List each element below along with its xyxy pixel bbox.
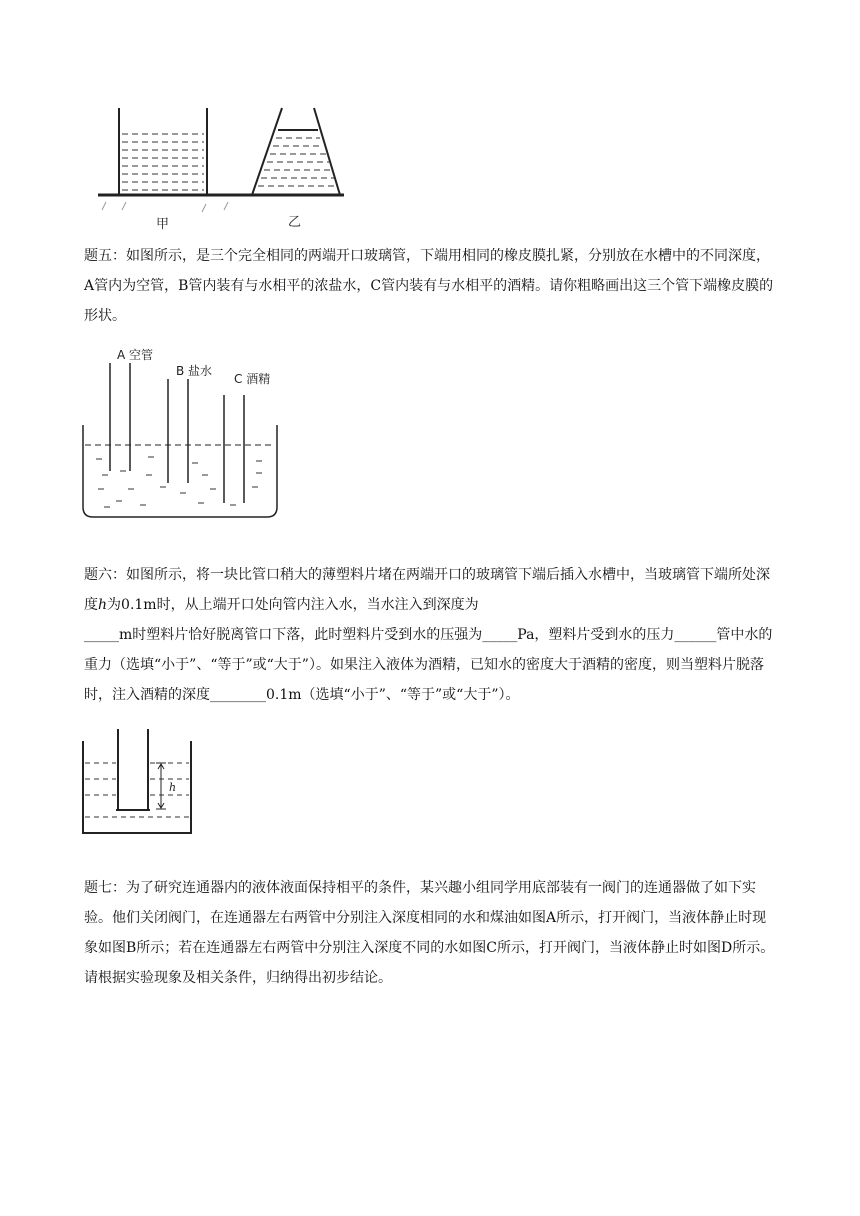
- label-jia: 甲: [156, 217, 170, 232]
- question-5-text: 题五：如图所示，是三个完全相同的两端开口玻璃管，下端用相同的橡皮膜扎紧，分别放在水槽中的不同深度，A管内为空管，B管内装有与水相平的浓盐水，C管内装有与水相平的酒精。请你粗略画出这三个管下端橡皮膜的形状。: [84, 248, 774, 324]
- figure-jia-yi: [96, 104, 346, 234]
- container-yi: [252, 108, 340, 195]
- tube-c: [224, 395, 244, 503]
- question-6-text: [84, 560, 780, 710]
- tube-c-label: C 酒精: [234, 372, 271, 386]
- figure-tubes-tank: [80, 343, 280, 521]
- tube-b-label: B 盐水: [176, 364, 213, 378]
- figure-tube-depth: [80, 727, 196, 837]
- depth-variable-h: h: [98, 597, 108, 613]
- depth-h-arrow: [156, 763, 166, 809]
- question-6-line1: 题六：如图所示，将一块比管口稍大的薄塑料片堵在两端开口的玻璃管下端后插入水槽中，当玻璃管下端所处深度: [84, 567, 770, 613]
- water-tank: [83, 425, 277, 517]
- tube-a-label: A 空管: [117, 348, 154, 362]
- container-jia: [119, 108, 207, 195]
- tube-a: [110, 363, 130, 471]
- h-label: h: [169, 781, 177, 794]
- question-6-rest: _____m时塑料片恰好脱离管口下落，此时塑料片受到水的压强为_____Pa，塑料片受到水的压力______管中水的重力（选填“小于”、“等于”或“大于”）。如果注入液体为酒精，已知水的密度大于酒精的密度，则当塑料片脱落时，注入酒精的深度________0.1m（选填“小于”、“等于”或“大于”）。: [84, 627, 773, 703]
- label-yi: 乙: [288, 215, 302, 230]
- question-6-line1-tail: 为0.1m时，从上端开口处向管内注入水，当水注入到深度为: [107, 597, 479, 613]
- tube-b: [168, 379, 188, 483]
- question-7-text: 题七：为了研究连通器内的液体液面保持相平的条件，某兴趣小组同学用底部装有一阀门的连通器做了如下实验。他们关闭阀门，在连通器左右两管中分别注入深度相同的水和煤油如图A所示，打开阀门，当液体静止时现象如图B所示；若在连通器左右两管中分别注入深度不同的水如图C所示，打开阀门，当液体静止时如图D所示。请根据实验现象及相关条件，归纳得出初步结论。: [84, 880, 775, 986]
